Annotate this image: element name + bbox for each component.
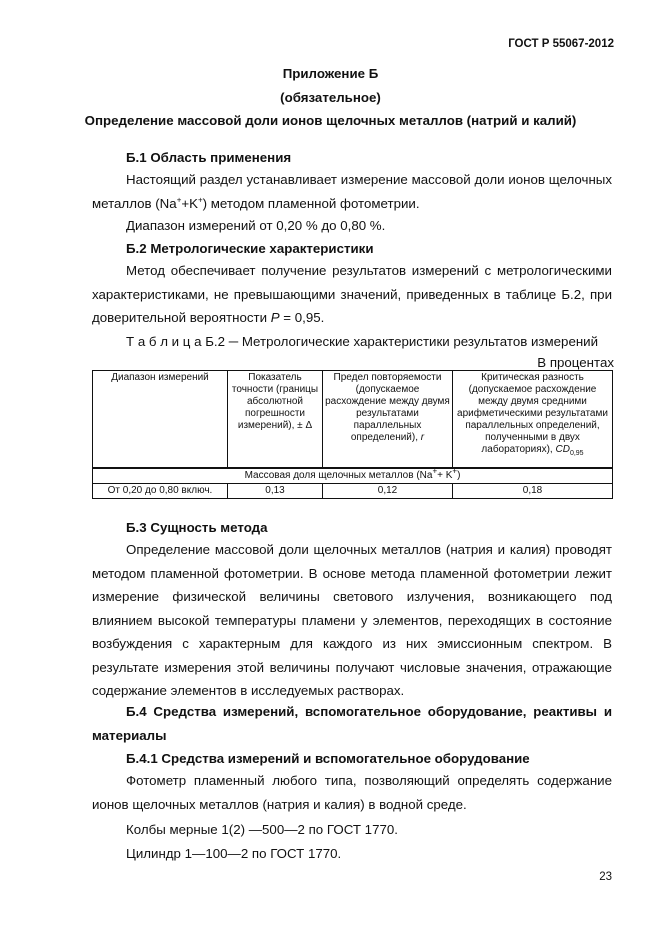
standard-header: ГОСТ Р 55067-2012 [508,38,614,50]
section-b4-heading: Б.4 Средства измерений, вспомогательное оборудование, реактивы и материалы [92,704,612,743]
column-header-range: Диапазон измерений [93,371,228,469]
cell-critical-difference: 0,18 [453,484,613,499]
column-header-critical-difference: Критическая разность (допускаемое расхождение между двумя средними арифметическими результатами параллельных определений, полученными в двух лабораториях), $CD_{0,95}$ [453,371,613,469]
column-header-accuracy: Показатель точности (границы абсолютной погрешности измерений), ± Δ [228,371,323,469]
table-group-row [93,468,613,484]
table-header-row [93,371,613,469]
cell-delta: 0,13 [228,484,323,499]
appendix-subject: Определение массовой доли ионов щелочных металлов (натрий и калий) [84,113,577,128]
appendix-title: Приложение Б [282,66,379,81]
section-b1-paragraph: Настоящий раздел устанавливает измерение массовой доли ионов щелочных металлов (Na++K+) методом пламенной фотометрии. [92,172,612,211]
section-b1-range: Диапазон измерений от 0,20 % до 0,80 %. [126,218,386,233]
section-b41-heading: Б.4.1 Средства измерений и вспомогательное оборудование [126,751,530,766]
table-group-label: Массовая доля щелочных металлов (Na++ K+) [93,468,613,484]
equipment-item-flasks: Колбы мерные 1(2) —500—2 по ГОСТ 1770. [126,822,398,837]
section-b3-paragraph: Определение массовой доли щелочных металлов (натрия и калия) проводят методом пламенной фотометрии. В основе метода пламенной фотометрии лежит измерение физической величины светового излучения, возникающего под влиянием высокой температуры пламени у элементов, переходящих в состояние возбуждения с характерным для каждого из них эмиссионным спектром. В результате измерения этой величины получают числовые значения, отражающие содержание элементов в исследуемых растворах. [92,542,612,698]
table-row [93,484,613,499]
section-b3-heading: Б.3 Сущность метода [126,520,268,535]
column-header-repeatability: Предел повторяемости (допускаемое расхождение между двумя результатами параллельных определений), r [323,371,453,469]
cell-repeatability: 0,12 [323,484,453,499]
metrology-table [92,370,613,499]
equipment-item-cylinder: Цилиндр 1—100—2 по ГОСТ 1770. [126,846,342,861]
table-units: В процентах [537,355,614,370]
table-caption: Т а б л и ц а Б.2 ─ Метрологические характеристики результатов измерений [126,334,599,349]
section-b2-heading: Б.2 Метрологические характеристики [126,241,374,256]
section-b1-heading: Б.1 Область применения [126,150,292,165]
page-number: 23 [599,871,612,883]
cell-range: От 0,20 до 0,80 включ. [93,484,228,499]
section-b41-paragraph: Фотометр пламенный любого типа, позволяющий определять содержание ионов щелочных металлов (натрия и калия) в водной среде. [92,773,612,812]
appendix-status: (обязательное) [280,90,381,105]
section-b2-paragraph: Метод обеспечивает получение результатов измерений с метрологическими характеристиками, не превышающими значений, приведенных в таблице Б.2, при доверительной вероятности Р = 0,95. [92,263,612,325]
